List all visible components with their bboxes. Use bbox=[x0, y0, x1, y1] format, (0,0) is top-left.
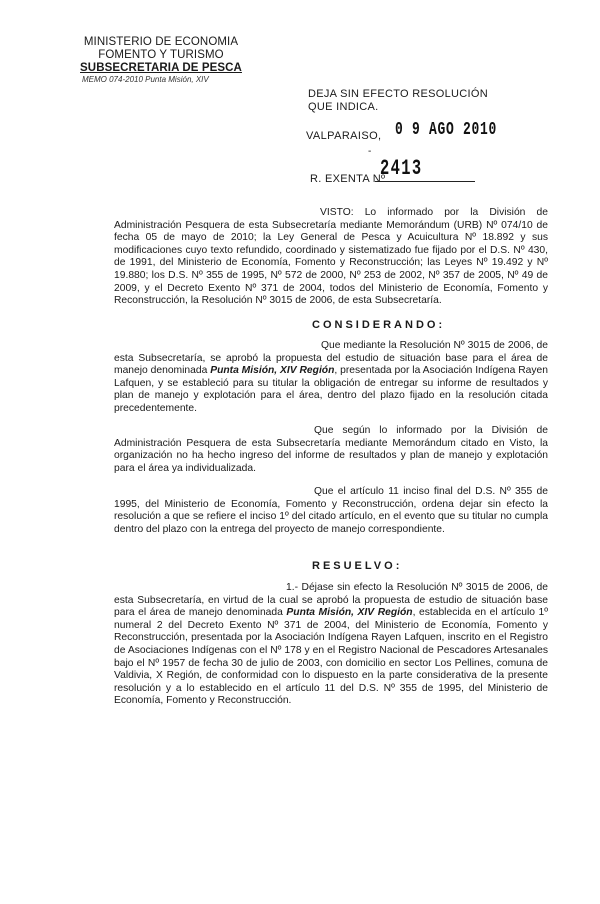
area-name: Punta Misión, XIV Región bbox=[286, 607, 413, 619]
ministry-subname: FOMENTO Y TURISMO bbox=[98, 49, 224, 61]
stamp-dash: - bbox=[368, 146, 372, 157]
place-label: VALPARAISO, bbox=[306, 130, 382, 142]
subsecretaria-name: SUBSECRETARIA DE PESCA bbox=[80, 62, 242, 74]
visto-paragraph: VISTO: Lo informado por la División de Administración Pesquera de esta Subsecretaría mediante Memorándum (URB) Nº 074/10 de fecha 05 de mayo de 2010; la Ley General de Pesca y Acuicultura Nº 18.892 y sus modificaciones cuyo texto refundido, coordinado y sistematizado fue fijado por el D.S. Nº 430, de 1991, del Ministerio de Economía, Fomento y Reconstrucción; las Leyes Nº 19.492 y Nº 19.880; los D.S. Nº 355 de 1995, Nº 572 de 2000, Nº 253 de 2002, Nº 357 de 2005, Nº 49 de 2009, y el Decreto Exento Nº 371 de 2004, todos del Ministerio de Economía, Fomento y Reconstrucción, la Resolución Nº 3015 de 2006, de esta Subsecretaría. bbox=[114, 207, 548, 307]
exenta-label: R. EXENTA Nº bbox=[310, 173, 386, 185]
ministry-header bbox=[76, 36, 246, 75]
date-stamp: 0 9 AGO 2010 bbox=[395, 120, 497, 140]
considerando-paragraph-1: Que mediante la Resolución Nº 3015 de 2006, de esta Subsecretaría, se aprobó la propuesta del estudio de situación base para el área de manejo denominada Punta Misión, XIV Región, presentada por la Asociación Indígena Rayen Lafquen, y se estableció para su titular la obligación de entregar su informe de resultados y plan de manejo y explotación para el área, dentro del plazo fijado en la resolución citada precedentemente. bbox=[114, 340, 548, 414]
resolution-subject: DEJA SIN EFECTO RESOLUCIÓN QUE INDICA. bbox=[308, 88, 488, 113]
memo-reference: MEMO 074-2010 Punta Misión, XIV bbox=[82, 75, 209, 84]
area-name: Punta Misión, XIV Región bbox=[210, 365, 335, 377]
resuelvo-heading: RESUELVO: bbox=[312, 560, 403, 572]
resuelvo-paragraph-1: 1.- Déjase sin efecto la Resolución Nº 3015 de 2006, de esta Subsecretaría, en virtud de la cual se aprobó la propuesta de estudio de situación base para el área de manejo denominada Punta Misión, XIV Región, establecida en el artículo 1º numeral 2 del Decreto Exento Nº 371 de 2004, del Ministerio de Economía, Fomento y Reconstrucción, presentada por la Asociación Indígena Rayen Lafquen, inscrito en el Registro de Asociaciones Indígenas con el Nº 178 y en el Registro Nacional de Pescadores Artesanales bajo el Nº 1957 de fecha 30 de julio de 2003, con domicilio en sector Los Pellines, comuna de Valdivia, X Región, de conformidad con lo dispuesto en la parte considerativa de la presente resolución y a lo establecido en el artículo 11 del D.S. Nº 355 de 1995, del Ministerio de Economía, Fomento y Reconstrucción. bbox=[114, 582, 548, 707]
exenta-number: 2413 bbox=[380, 156, 423, 181]
ministry-name: MINISTERIO DE ECONOMIA bbox=[83, 36, 239, 48]
considerando-heading: CONSIDERANDO: bbox=[312, 319, 446, 331]
exenta-underline bbox=[375, 181, 475, 182]
considerando-paragraph-3: Que el artículo 11 inciso final del D.S. Nº 355 de 1995, del Ministerio de Economía, Fomento y Reconstrucción, ordena dejar sin efecto la resolución a que se refiere el inciso 1º del citado artículo, en el evento que su titular no cumpla dentro del plazo con la entrega del proyecto de manejo correspondiente. bbox=[114, 486, 548, 535]
considerando-paragraph-2: Que según lo informado por la División de Administración Pesquera de esta Subsecretaría mediante Memorándum citado en Visto, la organización no ha hecho ingreso del informe de resultados y plan de manejo y explotación para el área ya individualizada. bbox=[114, 425, 548, 474]
